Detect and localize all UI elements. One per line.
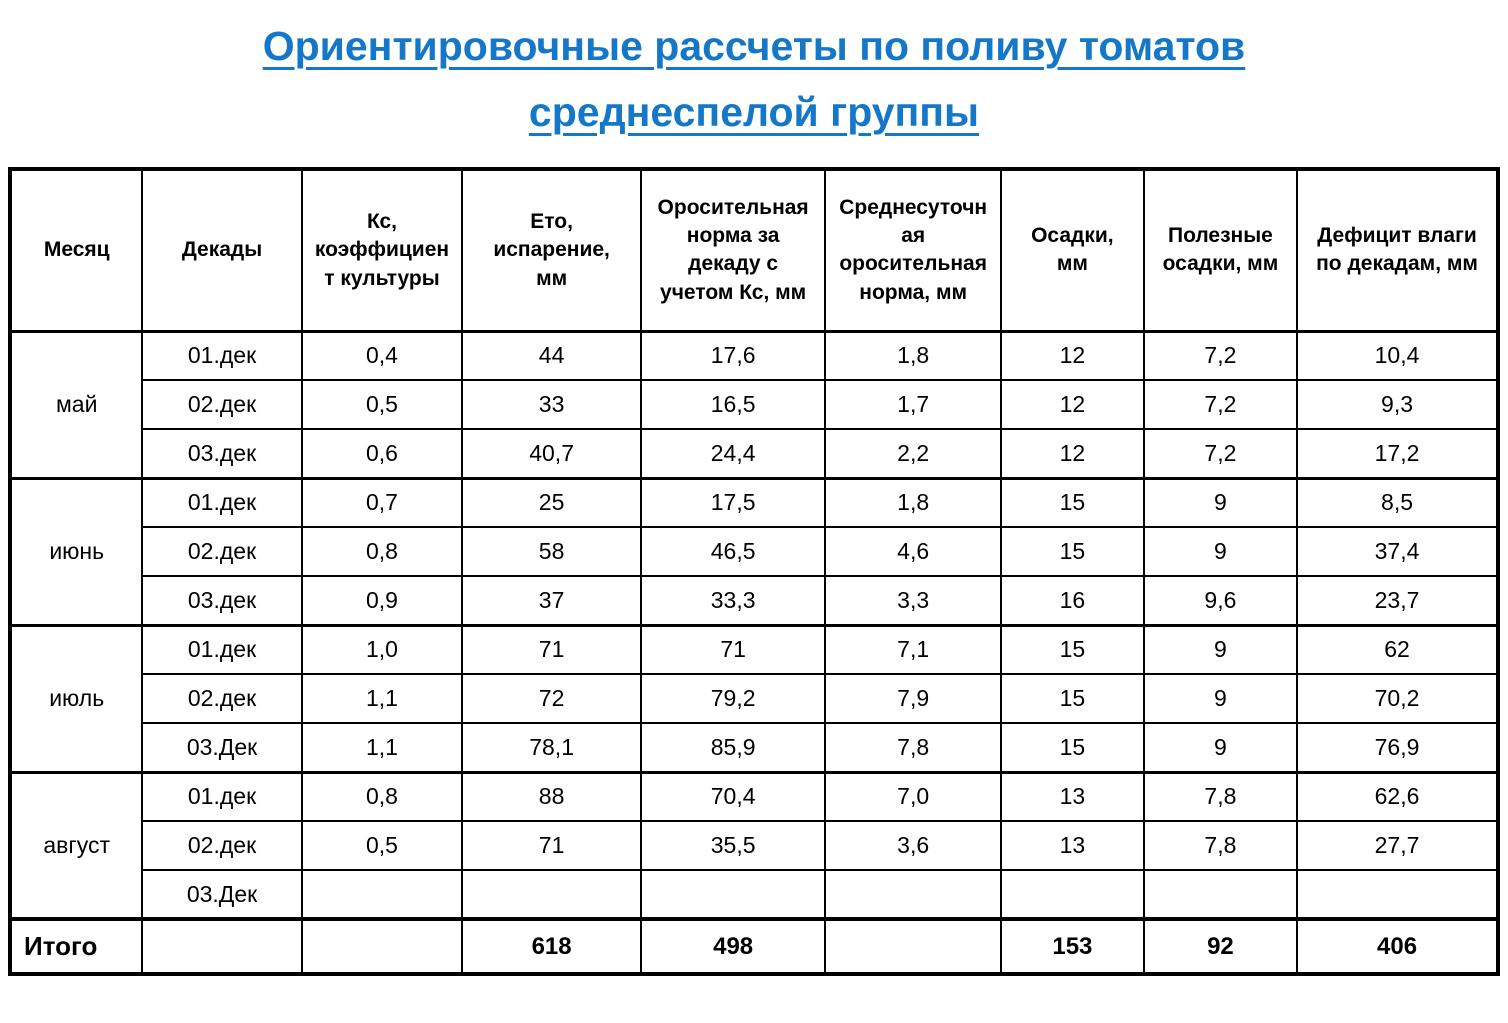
data-cell: 0,5 (302, 380, 463, 429)
data-cell: 4,6 (825, 527, 1001, 576)
data-cell: 17,2 (1297, 429, 1498, 478)
data-cell: 71 (641, 625, 826, 674)
data-cell: 3,6 (825, 821, 1001, 870)
data-cell: 70,2 (1297, 674, 1498, 723)
data-cell: 15 (1001, 527, 1144, 576)
data-cell: 12 (1001, 331, 1144, 380)
data-cell: 15 (1001, 625, 1144, 674)
data-cell (1001, 870, 1144, 919)
data-cell (462, 870, 641, 919)
data-cell: 15 (1001, 723, 1144, 772)
page-title-line-1: Ориентировочные рассчеты по поливу томатов (262, 23, 1246, 69)
data-cell: 15 (1001, 478, 1144, 527)
column-header-3: Кс, коэффициент культуры (302, 169, 463, 331)
header-row (10, 169, 1498, 331)
total-cell (142, 919, 301, 974)
data-cell: 16 (1001, 576, 1144, 625)
data-cell: 9 (1144, 674, 1297, 723)
data-cell: 7,2 (1144, 429, 1297, 478)
data-cell: 35,5 (641, 821, 826, 870)
data-cell: 0,8 (302, 527, 463, 576)
total-label: Итого (10, 919, 142, 974)
data-cell: 13 (1001, 772, 1144, 821)
month-cell: июль (10, 625, 142, 772)
data-cell: 7,8 (1144, 821, 1297, 870)
data-cell: 9 (1144, 723, 1297, 772)
data-cell: 8,5 (1297, 478, 1498, 527)
data-cell: 62 (1297, 625, 1498, 674)
table-header-row (10, 169, 1498, 331)
data-cell (1297, 870, 1498, 919)
decade-cell: 02.дек (142, 821, 301, 870)
total-row (10, 919, 1498, 974)
data-cell: 1,8 (825, 478, 1001, 527)
page-title (40, 14, 1468, 145)
total-cell (302, 919, 463, 974)
data-cell: 37 (462, 576, 641, 625)
data-cell: 9,3 (1297, 380, 1498, 429)
column-header-4: Ето, испарение, мм (462, 169, 641, 331)
decade-cell: 02.дек (142, 380, 301, 429)
data-cell: 1,1 (302, 723, 463, 772)
decade-cell: 03.дек (142, 576, 301, 625)
data-cell: 76,9 (1297, 723, 1498, 772)
data-cell: 7,8 (825, 723, 1001, 772)
data-cell: 0,7 (302, 478, 463, 527)
table-row (10, 380, 1498, 429)
column-header-1: Месяц (10, 169, 142, 331)
total-cell: 153 (1001, 919, 1144, 974)
data-cell: 10,4 (1297, 331, 1498, 380)
column-header-7: Осадки, мм (1001, 169, 1144, 331)
data-cell: 33 (462, 380, 641, 429)
total-cell: 618 (462, 919, 641, 974)
data-cell: 12 (1001, 429, 1144, 478)
month-cell: май (10, 331, 142, 478)
data-cell: 0,8 (302, 772, 463, 821)
data-cell: 17,6 (641, 331, 826, 380)
data-cell: 9 (1144, 478, 1297, 527)
data-cell: 88 (462, 772, 641, 821)
column-header-6: Среднесуточная оросительная норма, мм (825, 169, 1001, 331)
total-cell (825, 919, 1001, 974)
data-cell: 58 (462, 527, 641, 576)
data-cell: 1,1 (302, 674, 463, 723)
table-row (10, 331, 1498, 380)
decade-cell: 01.дек (142, 625, 301, 674)
decade-cell: 01.дек (142, 478, 301, 527)
data-cell: 44 (462, 331, 641, 380)
table-body (10, 331, 1498, 974)
data-cell: 62,6 (1297, 772, 1498, 821)
decade-cell: 02.дек (142, 527, 301, 576)
table-row (10, 527, 1498, 576)
column-header-5: Оросительная норма за декаду с учетом Кс, мм (641, 169, 826, 331)
data-cell: 24,4 (641, 429, 826, 478)
data-cell: 7,8 (1144, 772, 1297, 821)
data-cell: 7,9 (825, 674, 1001, 723)
decade-cell: 03.Дек (142, 723, 301, 772)
data-cell: 85,9 (641, 723, 826, 772)
data-cell: 1,8 (825, 331, 1001, 380)
data-cell: 7,2 (1144, 380, 1297, 429)
table-row (10, 674, 1498, 723)
decade-cell: 01.дек (142, 331, 301, 380)
data-cell: 70,4 (641, 772, 826, 821)
slide-page (0, 14, 1508, 1023)
data-cell: 40,7 (462, 429, 641, 478)
data-cell: 2,2 (825, 429, 1001, 478)
table-row (10, 625, 1498, 674)
data-cell: 9 (1144, 625, 1297, 674)
page-title-line-2: среднеспелой группы (528, 88, 980, 135)
data-cell (302, 870, 463, 919)
data-cell (825, 870, 1001, 919)
data-cell: 12 (1001, 380, 1144, 429)
data-cell: 16,5 (641, 380, 826, 429)
data-cell: 72 (462, 674, 641, 723)
table-row (10, 821, 1498, 870)
data-cell: 3,3 (825, 576, 1001, 625)
data-cell: 0,5 (302, 821, 463, 870)
data-cell: 71 (462, 625, 641, 674)
column-header-2: Декады (142, 169, 301, 331)
data-cell: 27,7 (1297, 821, 1498, 870)
table-row (10, 478, 1498, 527)
data-cell: 13 (1001, 821, 1144, 870)
data-cell: 0,6 (302, 429, 463, 478)
data-cell: 23,7 (1297, 576, 1498, 625)
data-cell: 25 (462, 478, 641, 527)
column-header-9: Дефицит влаги по декадам, мм (1297, 169, 1498, 331)
data-cell: 46,5 (641, 527, 826, 576)
irrigation-table (8, 167, 1500, 976)
data-cell: 9,6 (1144, 576, 1297, 625)
decade-cell: 02.дек (142, 674, 301, 723)
decade-cell: 01.дек (142, 772, 301, 821)
data-cell: 0,9 (302, 576, 463, 625)
data-cell: 9 (1144, 527, 1297, 576)
decade-cell: 03.Дек (142, 870, 301, 919)
data-cell: 1,0 (302, 625, 463, 674)
table-row (10, 576, 1498, 625)
total-cell: 92 (1144, 919, 1297, 974)
data-cell: 33,3 (641, 576, 826, 625)
column-header-8: Полезные осадки, мм (1144, 169, 1297, 331)
data-cell (1144, 870, 1297, 919)
total-cell: 406 (1297, 919, 1498, 974)
data-cell: 78,1 (462, 723, 641, 772)
decade-cell: 03.дек (142, 429, 301, 478)
data-cell: 7,2 (1144, 331, 1297, 380)
table-row (10, 723, 1498, 772)
month-cell: июнь (10, 478, 142, 625)
table-row (10, 429, 1498, 478)
data-cell: 1,7 (825, 380, 1001, 429)
total-cell: 498 (641, 919, 826, 974)
data-cell: 7,1 (825, 625, 1001, 674)
table-row (10, 870, 1498, 919)
data-cell: 71 (462, 821, 641, 870)
data-cell: 15 (1001, 674, 1144, 723)
data-cell: 17,5 (641, 478, 826, 527)
data-cell: 37,4 (1297, 527, 1498, 576)
data-cell: 0,4 (302, 331, 463, 380)
month-cell: август (10, 772, 142, 919)
data-cell: 79,2 (641, 674, 826, 723)
table-row (10, 772, 1498, 821)
data-cell (641, 870, 826, 919)
data-cell: 7,0 (825, 772, 1001, 821)
